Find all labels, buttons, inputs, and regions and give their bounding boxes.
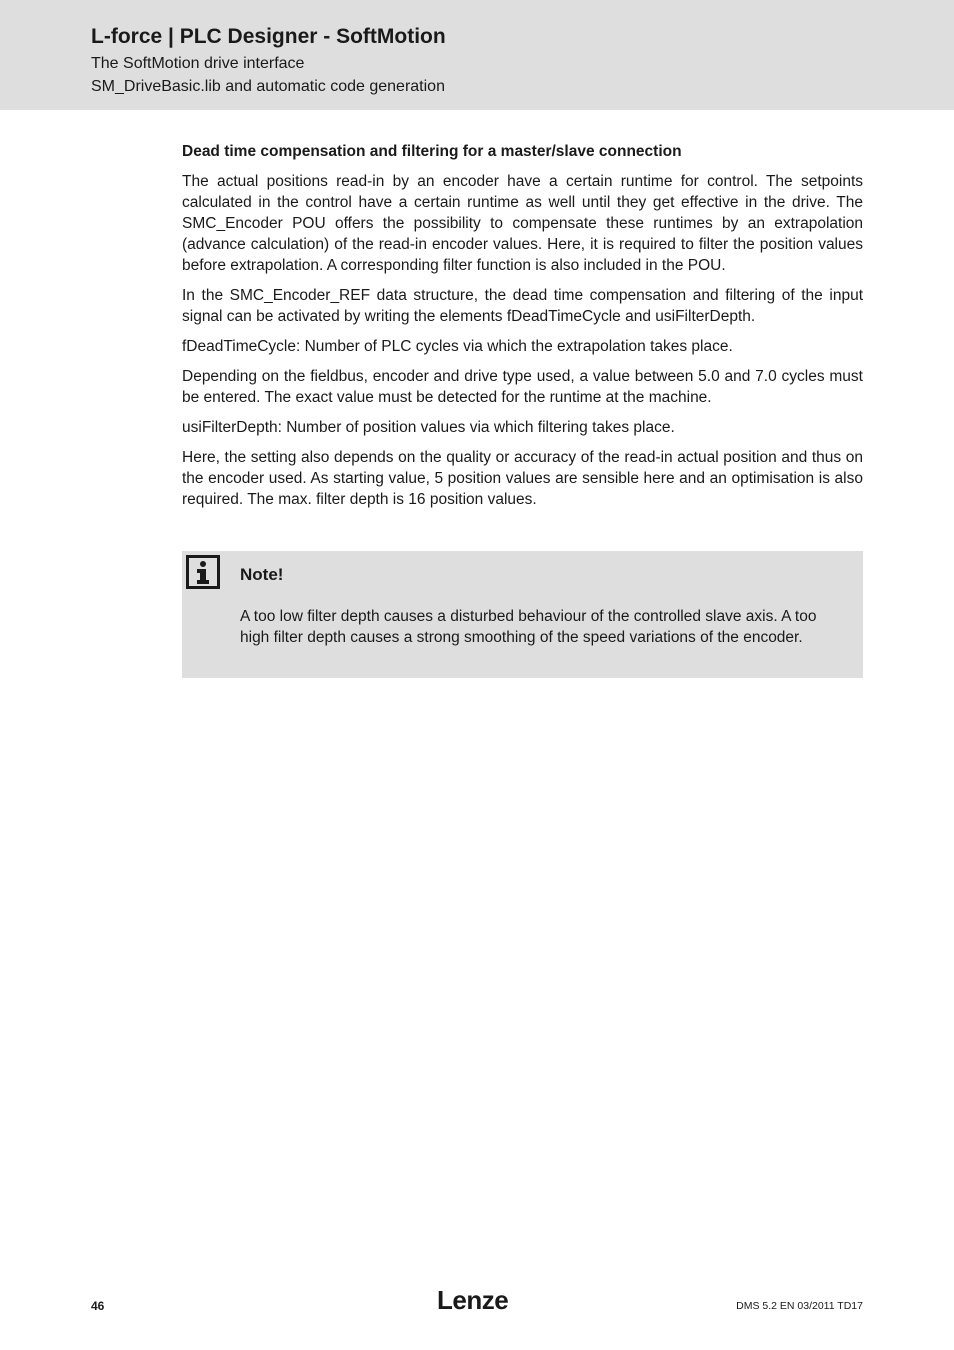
page-number: 46 [91, 1299, 105, 1313]
note-title: Note! [240, 565, 284, 584]
paragraph: usiFilterDepth: Number of position values via which filtering takes place. [182, 419, 675, 436]
page-header [0, 0, 954, 110]
document-title: L-force | PLC Designer - SoftMotion [91, 25, 446, 48]
note-box [182, 551, 863, 678]
paragraph: The actual positions read-in by an encoder have a certain runtime for control. The setpoints calculated in the control have a certain runtime as well until they get effective in the drive. The SMC_Encoder POU offers the possibility to compensate these runtimes by an extrapolation (advance calculation) of the read-in encoder values. Here, it is required to filter the position values before extrapolation. A corresponding filter function is also included in the POU. [182, 173, 863, 274]
paragraph: Depending on the fieldbus, encoder and drive type used, a value between 5.0 and 7.0 cycles must be entered. The exact value must be detected for the runtime at the machine. [182, 368, 863, 406]
note-text: A too low filter depth causes a disturbed behaviour of the controlled slave axis. A too high filter depth causes a strong smoothing of the speed variations of the encoder. [240, 608, 817, 646]
section-title: SM_DriveBasic.lib and automatic code generation [91, 78, 445, 95]
section-heading: Dead time compensation and filtering for a master/slave connection [182, 143, 682, 160]
chapter-title: The SoftMotion drive interface [91, 55, 305, 72]
paragraph: In the SMC_Encoder_REF data structure, the dead time compensation and filtering of the input signal can be activated by writing the elements fDeadTimeCycle and usiFilterDepth. [182, 287, 863, 325]
paragraph: Here, the setting also depends on the quality or accuracy of the read-in actual position and thus on the encoder used. As starting value, 5 position values are sensible here and an optimisation is also required. The max. filter depth is 16 position values. [182, 449, 863, 508]
main-content [182, 141, 863, 519]
info-icon [186, 555, 220, 589]
lenze-logo: Lenze [437, 1285, 509, 1315]
paragraph: fDeadTimeCycle: Number of PLC cycles via which the extrapolation takes place. [182, 338, 733, 355]
document-reference: DMS 5.2 EN 03/2011 TD17 [736, 1300, 863, 1312]
